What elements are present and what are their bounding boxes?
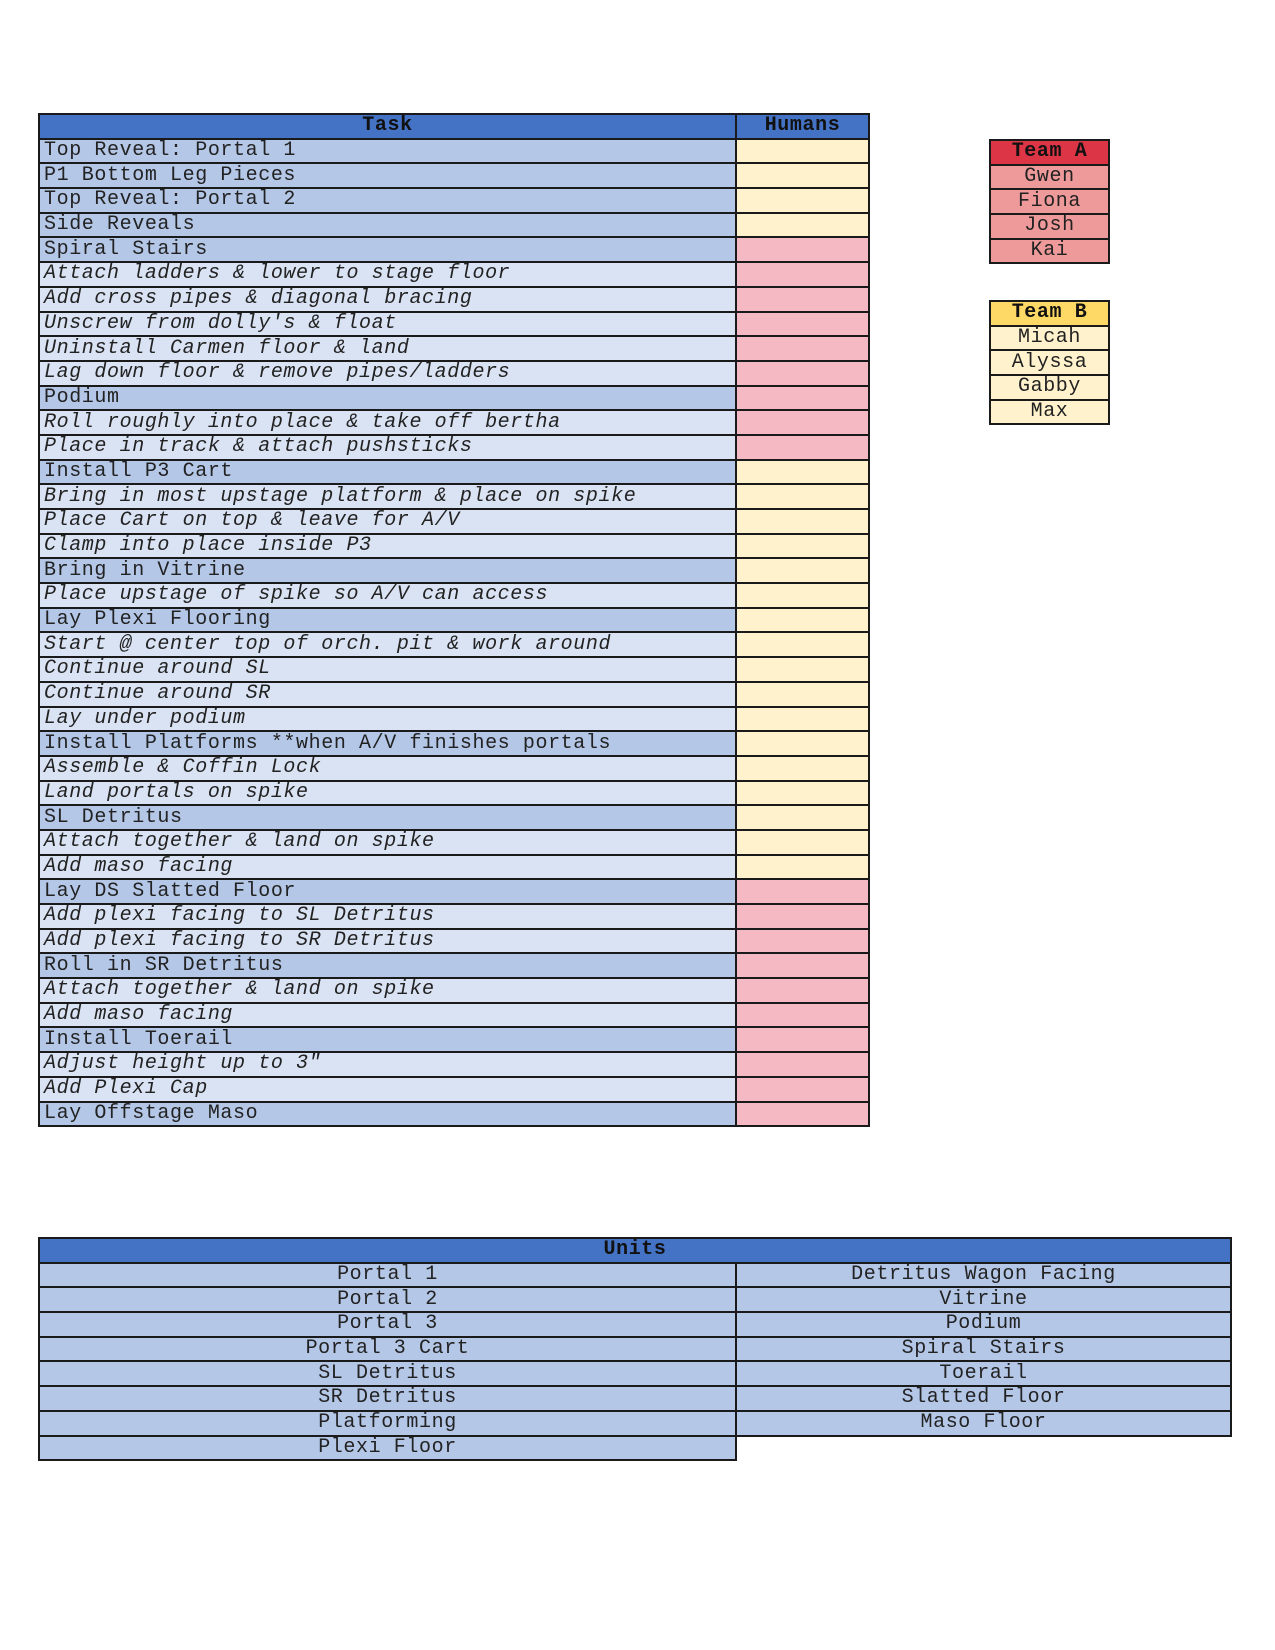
subtask-cell[interactable]: Land portals on spike xyxy=(39,781,736,806)
team-a-member[interactable]: Gwen xyxy=(990,165,1109,190)
unit-cell[interactable]: Portal 1 xyxy=(39,1263,736,1288)
humans-cell-team-b[interactable] xyxy=(736,657,869,682)
subtask-cell[interactable]: Unscrew from dolly's & float xyxy=(39,312,736,337)
task-cell[interactable]: SL Detritus xyxy=(39,805,736,830)
task-row xyxy=(39,756,869,781)
task-row xyxy=(39,781,869,806)
subtask-cell[interactable]: Add maso facing xyxy=(39,1003,736,1028)
team-b-member[interactable]: Gabby xyxy=(990,375,1109,400)
subtask-cell[interactable]: Place in track & attach pushsticks xyxy=(39,435,736,460)
task-row xyxy=(39,1003,869,1028)
units-row xyxy=(39,1312,1231,1337)
task-cell[interactable]: Bring in Vitrine xyxy=(39,558,736,583)
humans-cell-team-a[interactable] xyxy=(736,953,869,978)
task-row xyxy=(39,139,869,164)
humans-cell-team-b[interactable] xyxy=(736,707,869,732)
task-cell[interactable]: Roll in SR Detritus xyxy=(39,953,736,978)
task-row xyxy=(39,558,869,583)
task-row xyxy=(39,534,869,559)
unit-cell[interactable]: SR Detritus xyxy=(39,1386,736,1411)
humans-cell-team-b[interactable] xyxy=(736,163,869,188)
humans-cell-team-a[interactable] xyxy=(736,1027,869,1052)
task-cell[interactable]: Install Platforms **when A/V finishes portals xyxy=(39,731,736,756)
task-row xyxy=(39,583,869,608)
humans-cell-team-a[interactable] xyxy=(736,978,869,1003)
units-row xyxy=(39,1337,1231,1362)
subtask-cell[interactable]: Lay under podium xyxy=(39,707,736,732)
task-row xyxy=(39,731,869,756)
humans-cell-team-b[interactable] xyxy=(736,213,869,238)
task-row xyxy=(39,237,869,262)
humans-cell-team-a[interactable] xyxy=(736,361,869,386)
task-row xyxy=(39,163,869,188)
humans-cell-team-b[interactable] xyxy=(736,830,869,855)
unit-cell[interactable]: Portal 3 xyxy=(39,1312,736,1337)
task-cell[interactable]: Install Toerail xyxy=(39,1027,736,1052)
team-a-title: Team A xyxy=(990,140,1109,165)
task-row xyxy=(39,929,869,954)
task-row xyxy=(39,830,869,855)
humans-cell-team-a[interactable] xyxy=(736,1003,869,1028)
team-a-table xyxy=(989,139,1110,264)
units-row xyxy=(39,1386,1231,1411)
task-row xyxy=(39,879,869,904)
subtask-cell[interactable]: Place upstage of spike so A/V can access xyxy=(39,583,736,608)
humans-cell-team-b[interactable] xyxy=(736,558,869,583)
humans-cell-team-b[interactable] xyxy=(736,805,869,830)
subtask-cell[interactable]: Add cross pipes & diagonal bracing xyxy=(39,287,736,312)
subtask-cell[interactable]: Add plexi facing to SL Detritus xyxy=(39,904,736,929)
task-cell[interactable]: Top Reveal: Portal 2 xyxy=(39,188,736,213)
humans-cell-team-b[interactable] xyxy=(736,139,869,164)
humans-cell-team-b[interactable] xyxy=(736,484,869,509)
task-row xyxy=(39,410,869,435)
humans-cell-team-a[interactable] xyxy=(736,312,869,337)
task-row xyxy=(39,213,869,238)
unit-cell[interactable]: Plexi Floor xyxy=(39,1436,736,1461)
unit-cell[interactable]: Vitrine xyxy=(736,1287,1231,1312)
subtask-cell[interactable]: Continue around SR xyxy=(39,682,736,707)
task-column-header: Task xyxy=(39,114,736,139)
subtask-cell[interactable]: Adjust height up to 3" xyxy=(39,1052,736,1077)
subtask-cell[interactable]: Attach ladders & lower to stage floor xyxy=(39,262,736,287)
task-row xyxy=(39,484,869,509)
task-row xyxy=(39,1077,869,1102)
task-cell[interactable]: Lay DS Slatted Floor xyxy=(39,879,736,904)
task-row xyxy=(39,1052,869,1077)
task-cell[interactable]: Podium xyxy=(39,386,736,411)
task-row xyxy=(39,336,869,361)
subtask-cell[interactable]: Attach together & land on spike xyxy=(39,978,736,1003)
task-row xyxy=(39,682,869,707)
subtask-cell[interactable]: Add maso facing xyxy=(39,855,736,880)
task-cell[interactable]: Install P3 Cart xyxy=(39,460,736,485)
subtask-cell[interactable]: Assemble & Coffin Lock xyxy=(39,756,736,781)
units-table-body xyxy=(39,1263,1231,1461)
task-row xyxy=(39,904,869,929)
humans-cell-team-b[interactable] xyxy=(736,632,869,657)
humans-cell-team-b[interactable] xyxy=(736,781,869,806)
task-cell[interactable]: P1 Bottom Leg Pieces xyxy=(39,163,736,188)
task-row xyxy=(39,287,869,312)
humans-cell-team-b[interactable] xyxy=(736,460,869,485)
subtask-cell[interactable]: Attach together & land on spike xyxy=(39,830,736,855)
units-row xyxy=(39,1411,1231,1436)
task-row xyxy=(39,435,869,460)
task-table xyxy=(38,113,870,1127)
humans-cell-team-b[interactable] xyxy=(736,855,869,880)
task-row xyxy=(39,953,869,978)
humans-cell-team-b[interactable] xyxy=(736,731,869,756)
humans-cell-team-a[interactable] xyxy=(736,879,869,904)
task-row xyxy=(39,1027,869,1052)
humans-cell-team-a[interactable] xyxy=(736,904,869,929)
humans-cell-team-a[interactable] xyxy=(736,336,869,361)
humans-cell-team-a[interactable] xyxy=(736,929,869,954)
team-b-member[interactable]: Micah xyxy=(990,326,1109,351)
subtask-cell[interactable]: Continue around SL xyxy=(39,657,736,682)
subtask-cell[interactable]: Place Cart on top & leave for A/V xyxy=(39,509,736,534)
humans-cell-team-b[interactable] xyxy=(736,608,869,633)
humans-cell-team-a[interactable] xyxy=(736,1052,869,1077)
task-table-body xyxy=(39,139,869,1127)
subtask-cell[interactable]: Lag down floor & remove pipes/ladders xyxy=(39,361,736,386)
team-b-member[interactable]: Max xyxy=(990,400,1109,425)
humans-cell-team-a[interactable] xyxy=(736,435,869,460)
task-row xyxy=(39,1102,869,1127)
task-row xyxy=(39,707,869,732)
task-cell[interactable]: Side Reveals xyxy=(39,213,736,238)
team-b-table xyxy=(989,300,1110,425)
task-row xyxy=(39,312,869,337)
task-row xyxy=(39,188,869,213)
task-row xyxy=(39,855,869,880)
empty-cell xyxy=(736,1436,1231,1461)
subtask-cell[interactable]: Add plexi facing to SR Detritus xyxy=(39,929,736,954)
task-cell[interactable]: Spiral Stairs xyxy=(39,237,736,262)
task-cell[interactable]: Lay Plexi Flooring xyxy=(39,608,736,633)
task-row xyxy=(39,805,869,830)
subtask-cell[interactable]: Uninstall Carmen floor & land xyxy=(39,336,736,361)
unit-cell[interactable]: Toerail xyxy=(736,1361,1231,1386)
humans-cell-team-b[interactable] xyxy=(736,682,869,707)
units-header: Units xyxy=(39,1238,1231,1263)
humans-cell-team-b[interactable] xyxy=(736,583,869,608)
unit-cell[interactable]: SL Detritus xyxy=(39,1361,736,1386)
unit-cell[interactable]: Spiral Stairs xyxy=(736,1337,1231,1362)
task-table-header-row xyxy=(39,114,869,139)
team-b-member[interactable]: Alyssa xyxy=(990,350,1109,375)
unit-cell[interactable]: Detritus Wagon Facing xyxy=(736,1263,1231,1288)
humans-cell-team-a[interactable] xyxy=(736,262,869,287)
task-row xyxy=(39,361,869,386)
task-cell[interactable]: Top Reveal: Portal 1 xyxy=(39,139,736,164)
subtask-cell[interactable]: Clamp into place inside P3 xyxy=(39,534,736,559)
units-row xyxy=(39,1436,1231,1461)
humans-column-header: Humans xyxy=(736,114,869,139)
task-row xyxy=(39,632,869,657)
subtask-cell[interactable]: Bring in most upstage platform & place on spike xyxy=(39,484,736,509)
humans-cell-team-a[interactable] xyxy=(736,1077,869,1102)
unit-cell[interactable]: Platforming xyxy=(39,1411,736,1436)
units-row xyxy=(39,1287,1231,1312)
subtask-cell[interactable]: Start @ center top of orch. pit & work around xyxy=(39,632,736,657)
humans-cell-team-b[interactable] xyxy=(736,188,869,213)
team-a-member[interactable]: Josh xyxy=(990,214,1109,239)
humans-cell-team-b[interactable] xyxy=(736,756,869,781)
unit-cell[interactable]: Portal 2 xyxy=(39,1287,736,1312)
subtask-cell[interactable]: Roll roughly into place & take off bertha xyxy=(39,410,736,435)
task-row xyxy=(39,608,869,633)
task-row xyxy=(39,262,869,287)
humans-cell-team-a[interactable] xyxy=(736,410,869,435)
units-table xyxy=(38,1237,1232,1461)
unit-cell[interactable]: Podium xyxy=(736,1312,1231,1337)
units-row xyxy=(39,1361,1231,1386)
unit-cell[interactable]: Maso Floor xyxy=(736,1411,1231,1436)
task-cell[interactable]: Lay Offstage Maso xyxy=(39,1102,736,1127)
task-row xyxy=(39,657,869,682)
team-a-member[interactable]: Fiona xyxy=(990,189,1109,214)
task-row xyxy=(39,386,869,411)
team-b-title: Team B xyxy=(990,301,1109,326)
units-row xyxy=(39,1263,1231,1288)
humans-cell-team-b[interactable] xyxy=(736,509,869,534)
humans-cell-team-a[interactable] xyxy=(736,237,869,262)
humans-cell-team-a[interactable] xyxy=(736,287,869,312)
humans-cell-team-a[interactable] xyxy=(736,386,869,411)
humans-cell-team-b[interactable] xyxy=(736,534,869,559)
humans-cell-team-a[interactable] xyxy=(736,1102,869,1127)
unit-cell[interactable]: Slatted Floor xyxy=(736,1386,1231,1411)
team-a-member[interactable]: Kai xyxy=(990,239,1109,264)
task-row xyxy=(39,978,869,1003)
subtask-cell[interactable]: Add Plexi Cap xyxy=(39,1077,736,1102)
task-row xyxy=(39,509,869,534)
unit-cell[interactable]: Portal 3 Cart xyxy=(39,1337,736,1362)
task-row xyxy=(39,460,869,485)
